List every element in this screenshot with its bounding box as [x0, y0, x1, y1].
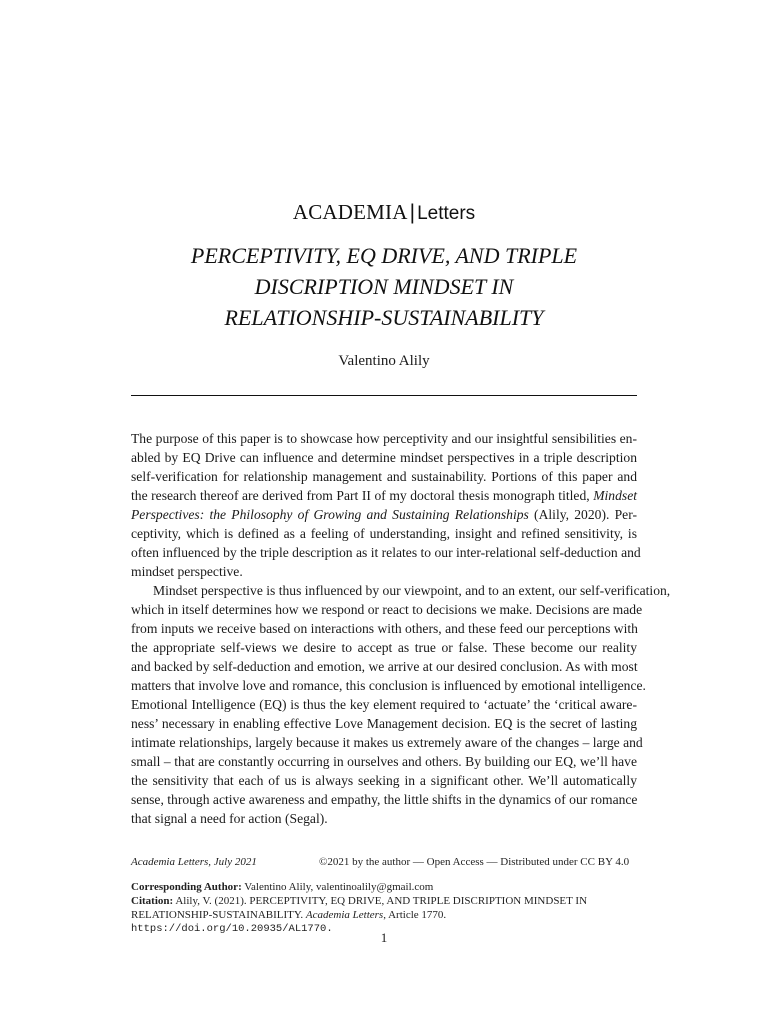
- body-line: Emotional Intelligence (EQ) is thus the key element required to ‘actuate’ the ‘critical aware-: [131, 697, 637, 712]
- paper-body: [131, 429, 671, 828]
- body-line: and backed by self-deduction and emotion, we arrive at our desired conclusion. As with most: [131, 659, 638, 674]
- corresponding-author: [131, 880, 637, 894]
- body-line: matters that involve love and romance, this conclusion is influenced by emotional intelligence.: [131, 678, 646, 693]
- body-line: intimate relationships, largely because it makes us extremely aware of the changes – large and: [131, 735, 643, 750]
- body-text: (Alily, 2020). Per-: [534, 507, 637, 522]
- paper-title: [100, 240, 668, 333]
- body-line: The purpose of this paper is to showcase how perceptivity and our insightful sensibilities en-: [131, 431, 637, 446]
- title-divider: [131, 395, 637, 396]
- brand-separator: |: [409, 201, 416, 224]
- paragraph-2: [131, 581, 671, 828]
- academia-letters-logo: [0, 198, 768, 228]
- body-line: the appropriate self-views we desire to accept as true or false. These become our reality: [131, 640, 637, 655]
- body-italic: Perspectives: the Philosophy of Growing and Sustaining Relationships: [131, 507, 529, 522]
- brand-name: ACADEMIA: [292, 200, 408, 224]
- paragraph-1: [131, 429, 641, 581]
- body-line: ness’ necessary in enabling effective Love Management decision. EQ is the secret of lasting: [131, 716, 637, 731]
- body-line: that signal a need for action (Segal).: [131, 811, 328, 826]
- body-line: which in itself determines how we respond or react to decisions we make. Decisions are made: [131, 602, 643, 617]
- body-line: [131, 505, 637, 524]
- body-italic: Mindset: [593, 488, 637, 503]
- body-line: the sensitivity that each of us is always seeking in a significant other. We’ll automatically: [131, 773, 637, 788]
- body-text: the research thereof are derived from Part II of my doctoral thesis monograph titled,: [131, 488, 590, 503]
- citation-text: , Article 1770.: [383, 909, 447, 921]
- doi-link[interactable]: https://doi.org/10.20935/AL1770.: [131, 923, 333, 935]
- body-line: from inputs we receive based on interactions with others, and these feed our perceptions with: [131, 621, 638, 636]
- title-line: RELATIONSHIP-SUSTAINABILITY: [224, 305, 544, 330]
- title-line: PERCEPTIVITY, EQ DRIVE, AND TRIPLE: [190, 243, 578, 268]
- brand-sub: Letters: [417, 203, 476, 224]
- citation-line: [131, 908, 637, 922]
- body-line: ceptivity, which is defined as a feeling of understanding, insight and refined sensitivity, is: [131, 526, 637, 541]
- body-line: often influenced by the triple description as it relates to our inter-relational self-deduction and: [131, 545, 641, 560]
- corresponding-label: Corresponding Author:: [131, 881, 242, 893]
- license-text: ©2021 by the author — Open Access — Distributed under CC BY 4.0: [319, 856, 630, 868]
- title-line: DISCRIPTION MINDSET IN: [254, 274, 514, 299]
- body-line: [131, 486, 637, 505]
- body-line: self-verification for relationship management and sustainability. Portions of this paper and: [131, 469, 637, 484]
- citation-journal: Academia Letters: [305, 909, 384, 921]
- body-line: abled by EQ Drive can influence and determine mindset perspectives in a triple description: [131, 450, 637, 465]
- journal-date: Academia Letters, July 2021: [131, 856, 257, 868]
- body-line: mindset perspective.: [131, 564, 243, 579]
- page-number: 1: [380, 930, 388, 945]
- corresponding-value: Valentino Alily, valentinoalily@gmail.com: [244, 881, 434, 893]
- citation-text: Alily, V. (2021). PERCEPTIVITY, EQ DRIVE, AND TRIPLE DISCRIPTION MINDSET IN: [175, 895, 588, 907]
- citation-label: Citation:: [131, 895, 174, 907]
- citation-text: RELATIONSHIP-SUSTAINABILITY.: [131, 909, 304, 921]
- citation-block: [131, 880, 637, 936]
- body-line: small – that are constantly occurring in ourselves and others. By building our EQ, we’ll have: [131, 754, 637, 769]
- body-line: sense, through active awareness and empathy, the little shifts in the dynamics of our romance: [131, 792, 638, 807]
- body-line: Mindset perspective is thus influenced by our viewpoint, and to an extent, our self-verification,: [153, 583, 671, 598]
- citation-line: [131, 894, 637, 908]
- paper-author: Valentino Alily: [338, 353, 430, 369]
